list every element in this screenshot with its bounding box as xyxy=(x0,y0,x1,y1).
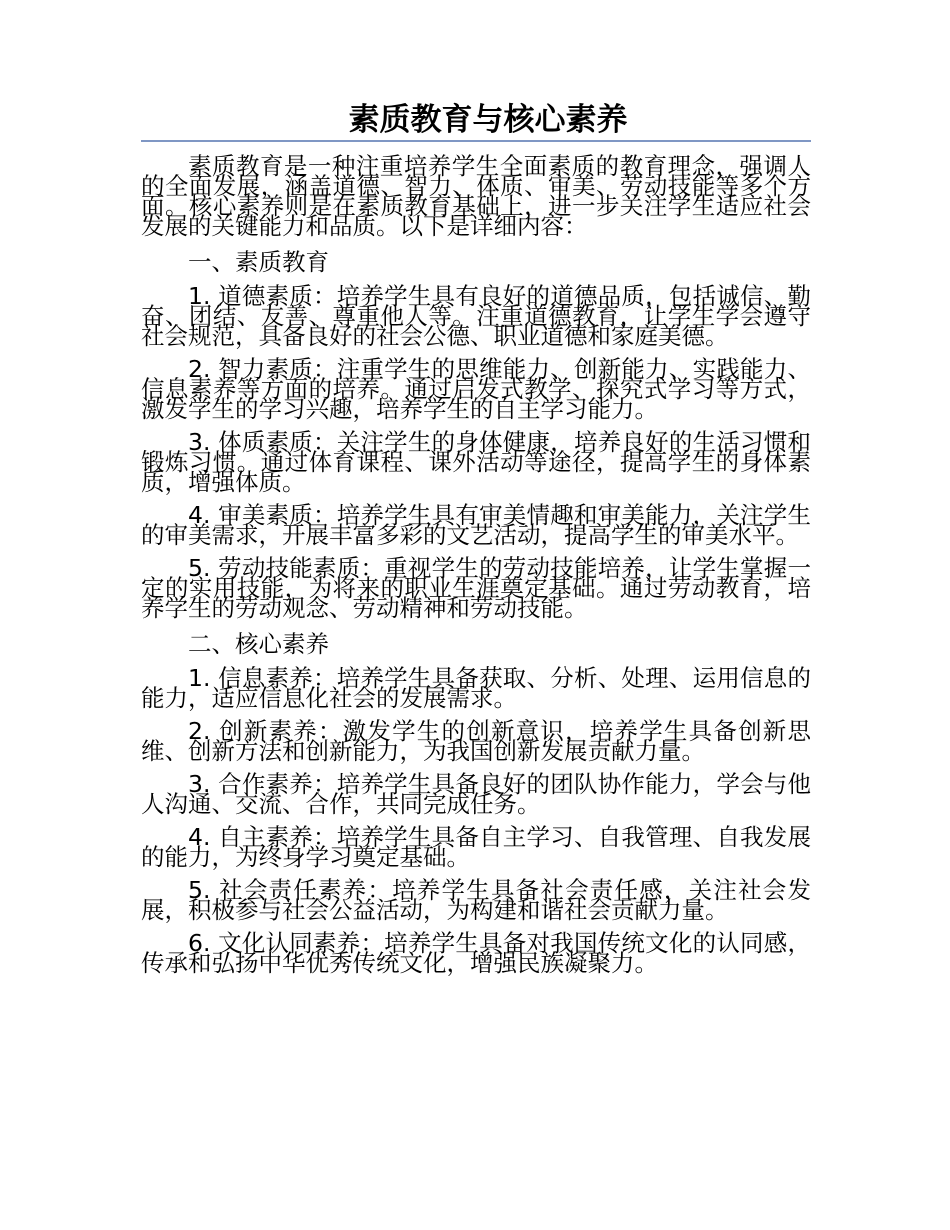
section-heading-core-literacy: 二、核心素养 xyxy=(188,630,329,658)
document-page xyxy=(141,100,811,986)
quality-item-labor: 5. 劳动技能素质：重视学生的劳动技能培养，让学生掌握一定的实用技能，为将来的职业生涯奠定基础。通过劳动教育，培养学生的劳动观念、劳动精神和劳动技能。 xyxy=(141,554,811,622)
core-item-innovation: 2. 创新素养：激发学生的创新意识，培养学生具备创新思维、创新方法和创新能力，为我国创新发展贡献力量。 xyxy=(141,717,811,765)
intro-paragraph: 素质教育是一种注重培养学生全面素质的教育理念，强调人的全面发展，涵盖道德、智力、体质、审美、劳动技能等多个方面。核心素养则是在素质教育基础上，进一步关注学生适应社会发展的关键能力和品质。以下是详细内容： xyxy=(141,152,811,240)
core-item-cooperation: 3. 合作素养：培养学生具备良好的团队协作能力，学会与他人沟通、交流、合作，共同完成任务。 xyxy=(141,770,811,818)
section-heading-quality-education: 一、素质教育 xyxy=(188,248,329,276)
core-item-autonomy: 4. 自主素养：培养学生具备自主学习、自我管理、自我发展的能力，为终身学习奠定基础。 xyxy=(141,823,811,871)
quality-item-intellect: 2. 智力素质：注重学生的思维能力、创新能力、实践能力、信息素养等方面的培养。通过启发式教学、探究式学习等方式，激发学生的学习兴趣，培养学生的自主学习能力。 xyxy=(141,355,811,423)
quality-item-physique: 3. 体质素质：关注学生的身体健康，培养良好的生活习惯和锻炼习惯。通过体育课程、课外活动等途径，提高学生的身体素质，增强体质。 xyxy=(141,428,811,496)
quality-item-moral: 1. 道德素质：培养学生具有良好的道德品质，包括诚信、勤奋、团结、友善、尊重他人等。注重道德教育，让学生学会遵守社会规范，具备良好的社会公德、职业道德和家庭美德。 xyxy=(141,282,811,350)
core-item-cultural-identity: 6. 文化认同素养：培养学生具备对我国传统文化的认同感，传承和弘扬中华优秀传统文化，增强民族凝聚力。 xyxy=(141,929,811,977)
quality-item-aesthetic: 4. 审美素质：培养学生具有审美情趣和审美能力，关注学生的审美需求，开展丰富多彩的文艺活动，提高学生的审美水平。 xyxy=(141,501,811,549)
document-title: 素质教育与核心素养 xyxy=(348,102,628,138)
core-item-information: 1. 信息素养：培养学生具备获取、分析、处理、运用信息的能力，适应信息化社会的发展需求。 xyxy=(141,664,811,712)
core-item-social-responsibility: 5. 社会责任素养：培养学生具备社会责任感，关注社会发展，积极参与社会公益活动，为构建和谐社会贡献力量。 xyxy=(141,876,811,924)
title-underline xyxy=(141,140,811,142)
